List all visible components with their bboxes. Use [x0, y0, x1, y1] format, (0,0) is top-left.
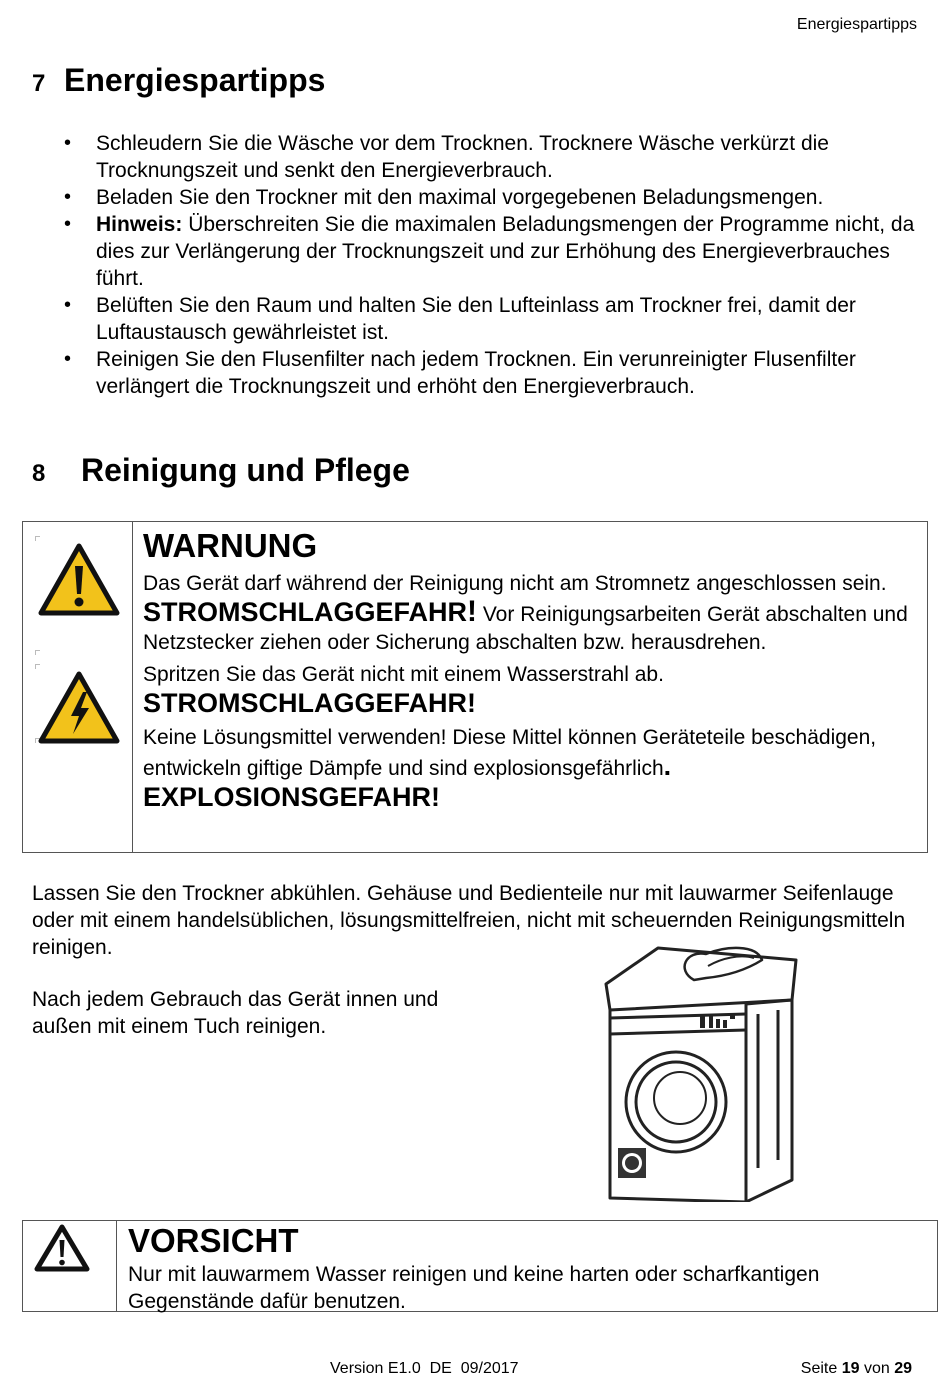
- version-info: Version E1.0 DE 09/2017: [330, 1360, 519, 1377]
- explosion-hazard-label: . EXPLOSIONSGEFAHR!: [143, 751, 672, 812]
- warning-paragraph: Das Gerät darf während der Reinigung nicht am Stromnetz angeschlossen sein. STROMSCHLAGGEFAHR! Vor Reinigungsarbeiten Gerät abschalten und Netzstecker ziehen oder Sicherung abschalten bzw. herausdrehen.: [143, 572, 908, 654]
- list-item: • Hinweis: Überschreiten Sie die maximalen Beladungsmengen der Programme nicht, da dies zur Verlängerung der Trocknungszeit und zur Erhöhung des Energieverbrauches führt.: [64, 211, 916, 292]
- warning-paragraph: Spritzen Sie das Gerät nicht mit einem Wasserstrahl ab. STROMSCHLAGGEFAHR!: [143, 663, 664, 718]
- caution-title: VORSICHT: [128, 1222, 299, 1259]
- caution-box: [22, 1220, 938, 1312]
- warning-paragraph: Keine Lösungsmittel verwenden! Diese Mittel können Geräteteile beschädigen, entwickeln giftige Dämpfe und sind explosionsgefährlich. EXPLOSIONSGEFAHR!: [143, 726, 877, 812]
- list-item: • Belüften Sie den Raum und halten Sie den Lufteinlass am Trockner frei, damit der Luftaustausch gewährleistet ist.: [64, 292, 916, 346]
- wipe-paragraph: Nach jedem Gebrauch das Gerät innen und außen mit einem Tuch reinigen.: [32, 988, 439, 1038]
- caution-text: Nur mit lauwarmem Wasser reinigen und keine harten oder scharfkantigen Gegenstände dafür benutzen.: [128, 1263, 820, 1313]
- exclamation-triangle-icon: [37, 542, 121, 618]
- section-title: Reinigung und Pflege: [81, 452, 410, 488]
- list-item: • Beladen Sie den Trockner mit den maximal vorgegebenen Beladungsmengen.: [64, 184, 916, 211]
- energy-tips-list: [64, 130, 916, 400]
- section-7-heading: [32, 62, 325, 99]
- section-8-heading: [32, 452, 410, 489]
- caution-triangle-icon: [33, 1223, 91, 1273]
- running-header: Energiespartipps: [796, 16, 917, 33]
- cleaning-paragraph: Lassen Sie den Trockner abkühlen. Gehäuse und Bedienteile nur mit lauwarmer Seifenlauge oder mit einem handelsüblichen, lösungsmittelfreien, nicht mit scheuernden Reinigungsmitteln reinigen.: [32, 882, 906, 959]
- warning-box: [22, 521, 928, 853]
- caution-content: [128, 1221, 928, 1315]
- section-number: 8: [32, 460, 46, 487]
- note-label: Hinweis:: [96, 213, 183, 236]
- page-number: Seite 19 von 29: [800, 1360, 912, 1377]
- warning-content: [143, 522, 918, 814]
- section-title: Energiespartipps: [64, 62, 326, 98]
- warning-title: WARNUNG: [143, 527, 318, 564]
- dryer-cleaning-illustration: [596, 940, 806, 1202]
- warning-icon-column: [23, 522, 133, 852]
- caution-icon-column: [23, 1221, 117, 1311]
- section-number: 7: [32, 70, 46, 97]
- lightning-triangle-icon: [37, 670, 121, 746]
- list-item: • Reinigen Sie den Flusenfilter nach jedem Trocknen. Ein verunreinigter Flusenfilter verlängert die Trocknungszeit und erhöht den Energieverbrauch.: [64, 346, 916, 400]
- list-item: • Schleudern Sie die Wäsche vor dem Trocknen. Trocknere Wäsche verkürzt die Trocknungszeit und senkt den Energieverbrauch.: [64, 130, 916, 184]
- electric-shock-hazard-label: STROMSCHLAGGEFAHR!: [143, 688, 476, 718]
- electric-shock-hazard-label: STROMSCHLAGGEFAHR: [143, 597, 467, 627]
